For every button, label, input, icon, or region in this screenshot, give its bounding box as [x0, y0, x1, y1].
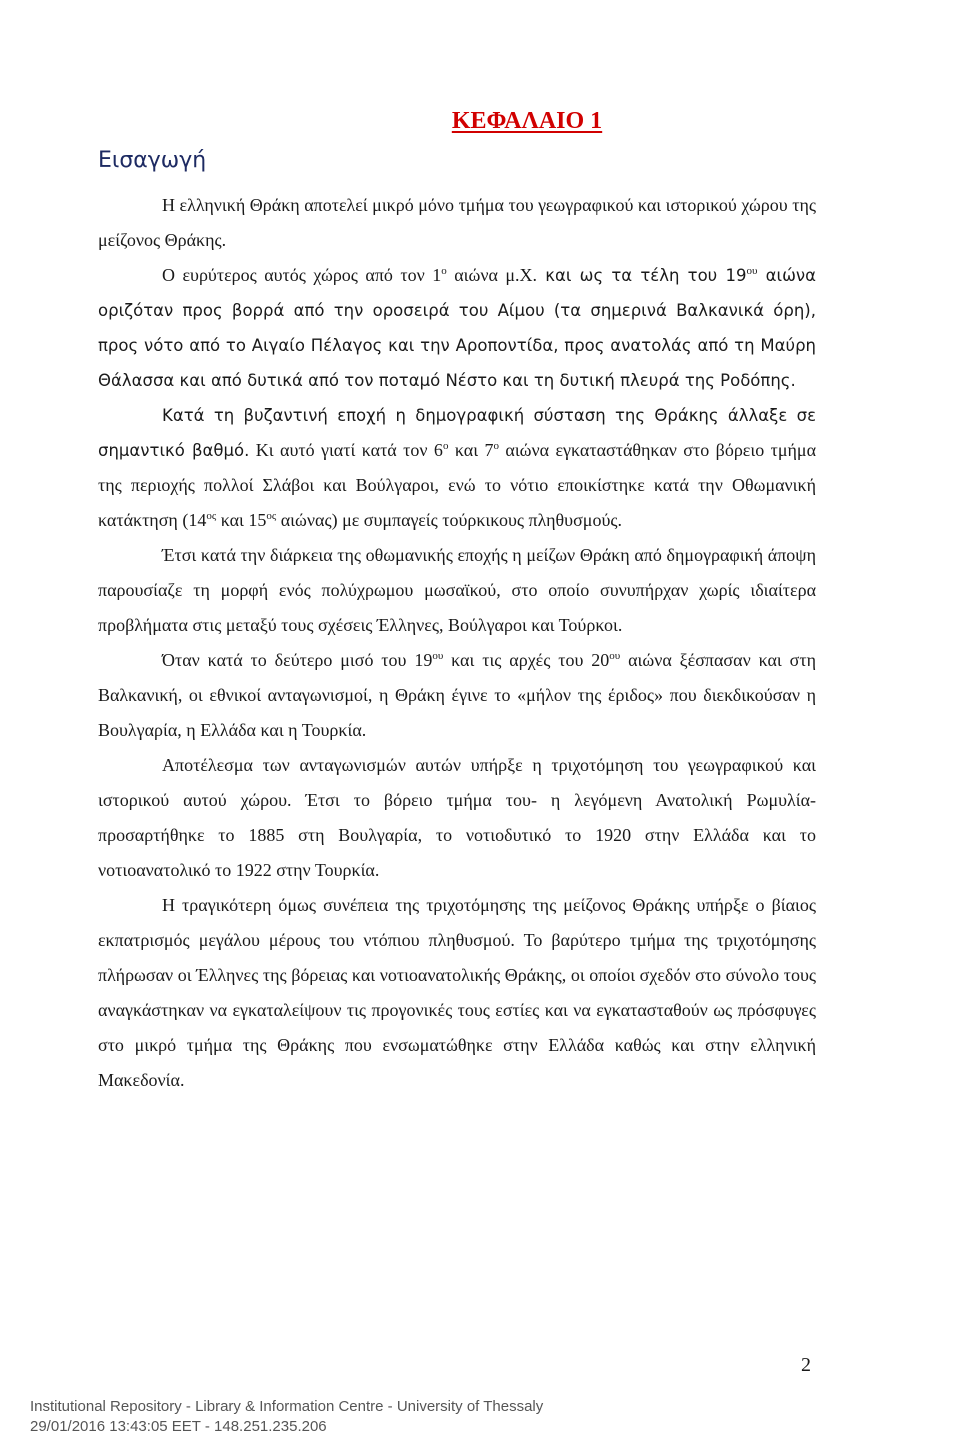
paragraph-7: Η τραγικότερη όμως συνέπεια της τριχοτόμησης της μείζονος Θράκης υπήρξε ο βίαιος εκπατρισμός μεγάλου μέρους του ντόπιου πληθυσμού. Το βαρύτερο τμήμα της τριχοτόμησης πλήρωσαν οι Έλληνες της βόρειας και νοτιοανατολικής Θράκης, οι οποίοι σχεδόν στο σύνολο τους αναγκάστηκαν να εγκαταλείψουν τις προγονικές τους εστίες και να εγκατασταθούν ως πρόσφυγες στο μικρό τμήμα της Θράκης που ενσωματώθηκε στην Ελλάδα καθώς και στην ελληνική Μακεδονία.: [98, 895, 816, 1090]
paragraph-2-part-b: αιώνα μ.Χ.: [446, 265, 538, 285]
paragraph-2-part-d: αιώνα οριζόταν προς βορρά από την οροσειρά του Αίμου (τα σημερινά Βαλκανικά όρη), προς νότο από το Αιγαίο Πέλαγος και την Αροποντίδα, προς ανατολάς από τη Μαύρη Θάλασσα και από δυτικά από τον ποταμό Νέστο και τη δυτική πλευρά της Ροδόπης.: [98, 266, 816, 390]
superscript: ου: [432, 650, 444, 662]
superscript: ου: [609, 650, 621, 662]
paragraph-3: [98, 398, 816, 538]
page-number: 2: [801, 1354, 811, 1376]
superscript: ος: [266, 510, 277, 522]
paragraph-3-part-c: και 7: [448, 440, 494, 460]
superscript: ου: [746, 265, 758, 277]
superscript: ο: [442, 440, 449, 452]
superscript: ο: [493, 440, 499, 452]
superscript: ος: [206, 510, 217, 522]
paragraph-2-part-c: και ως τα τέλη του 19: [537, 266, 747, 285]
section-title: Εισαγωγή: [98, 148, 207, 173]
paragraph-4: Έτσι κατά την διάρκεια της οθωμανικής εποχής η μείζων Θράκη από δημογραφική άποψη παρουσίαζε τη μορφή ενός πολύχρωμου μωσαϊκού, στο οποίο συνυπήρχαν χωρίς ιδιαίτερα προβλήματα στις μεταξύ τους σχέσεις Έλληνες, Βούλγαροι και Τούρκοι.: [98, 545, 816, 635]
chapter-title-text: ΚΕΦΑΛΑΙΟ 1: [451, 108, 603, 134]
superscript: ο: [441, 265, 447, 277]
download-timestamp: 29/01/2016 13:43:05 EET - 148.251.235.206: [30, 1418, 327, 1435]
paragraph-3-part-b: Κι αυτό γιατί κατά τον 6: [249, 440, 443, 460]
paragraph-2: [98, 258, 816, 398]
repository-footer: Institutional Repository - Library & Information Centre - University of Thessaly: [30, 1398, 544, 1415]
paragraph-3-part-a: Κατά τη βυζαντινή εποχή η δημογραφική σύσταση της Θράκης άλλαξε σε σημαντικό βαθμό.: [98, 406, 816, 460]
paragraph-3-part-e: και 15: [216, 510, 267, 530]
document-body: [98, 188, 816, 1098]
paragraph-2-part-a: Ο ευρύτερος αυτός χώρος από τον 1: [162, 265, 442, 285]
paragraph-3-part-d: αιώνα εγκαταστάθηκαν στο βόρειο τμήμα της περιοχής πολλοί Σλάβοι και Βούλγαροι, ενώ το νότιο εποικίστηκε κατά την Οθωμανική κατάκτηση (14: [98, 440, 816, 530]
paragraph-5-part-c: αιώνα ξέσπασαν και στη Βαλκανική, οι εθνικοί ανταγωνισμοί, η Θράκη έγινε το «μήλον της έριδος» που διεκδικούσαν η Βουλγαρία, η Ελλάδα και η Τουρκία.: [98, 650, 816, 740]
chapter-title: [0, 108, 960, 135]
paragraph-1: Η ελληνική Θράκη αποτελεί μικρό μόνο τμήμα του γεωγραφικού και ιστορικού χώρου της μείζονος Θράκης.: [98, 195, 816, 250]
paragraph-5-part-b: και τις αρχές του 20: [443, 650, 610, 670]
paragraph-3-part-f: αιώνας) με συμπαγείς τούρκικους πληθυσμούς.: [276, 510, 622, 530]
paragraph-6: Αποτέλεσμα των ανταγωνισμών αυτών υπήρξε η τριχοτόμηση του γεωγραφικού και ιστορικού αυτού χώρου. Έτσι το βόρειο τμήμα του- η λεγόμενη Ανατολική Ρωμυλία- προσαρτήθηκε το 1885 στη Βουλγαρία, το νοτιοδυτικό το 1920 στην Ελλάδα και το νοτιοανατολικό το 1922 στην Τουρκία.: [98, 755, 816, 880]
paragraph-5: [98, 643, 816, 748]
paragraph-5-part-a: Όταν κατά το δεύτερο μισό του 19: [162, 650, 433, 670]
